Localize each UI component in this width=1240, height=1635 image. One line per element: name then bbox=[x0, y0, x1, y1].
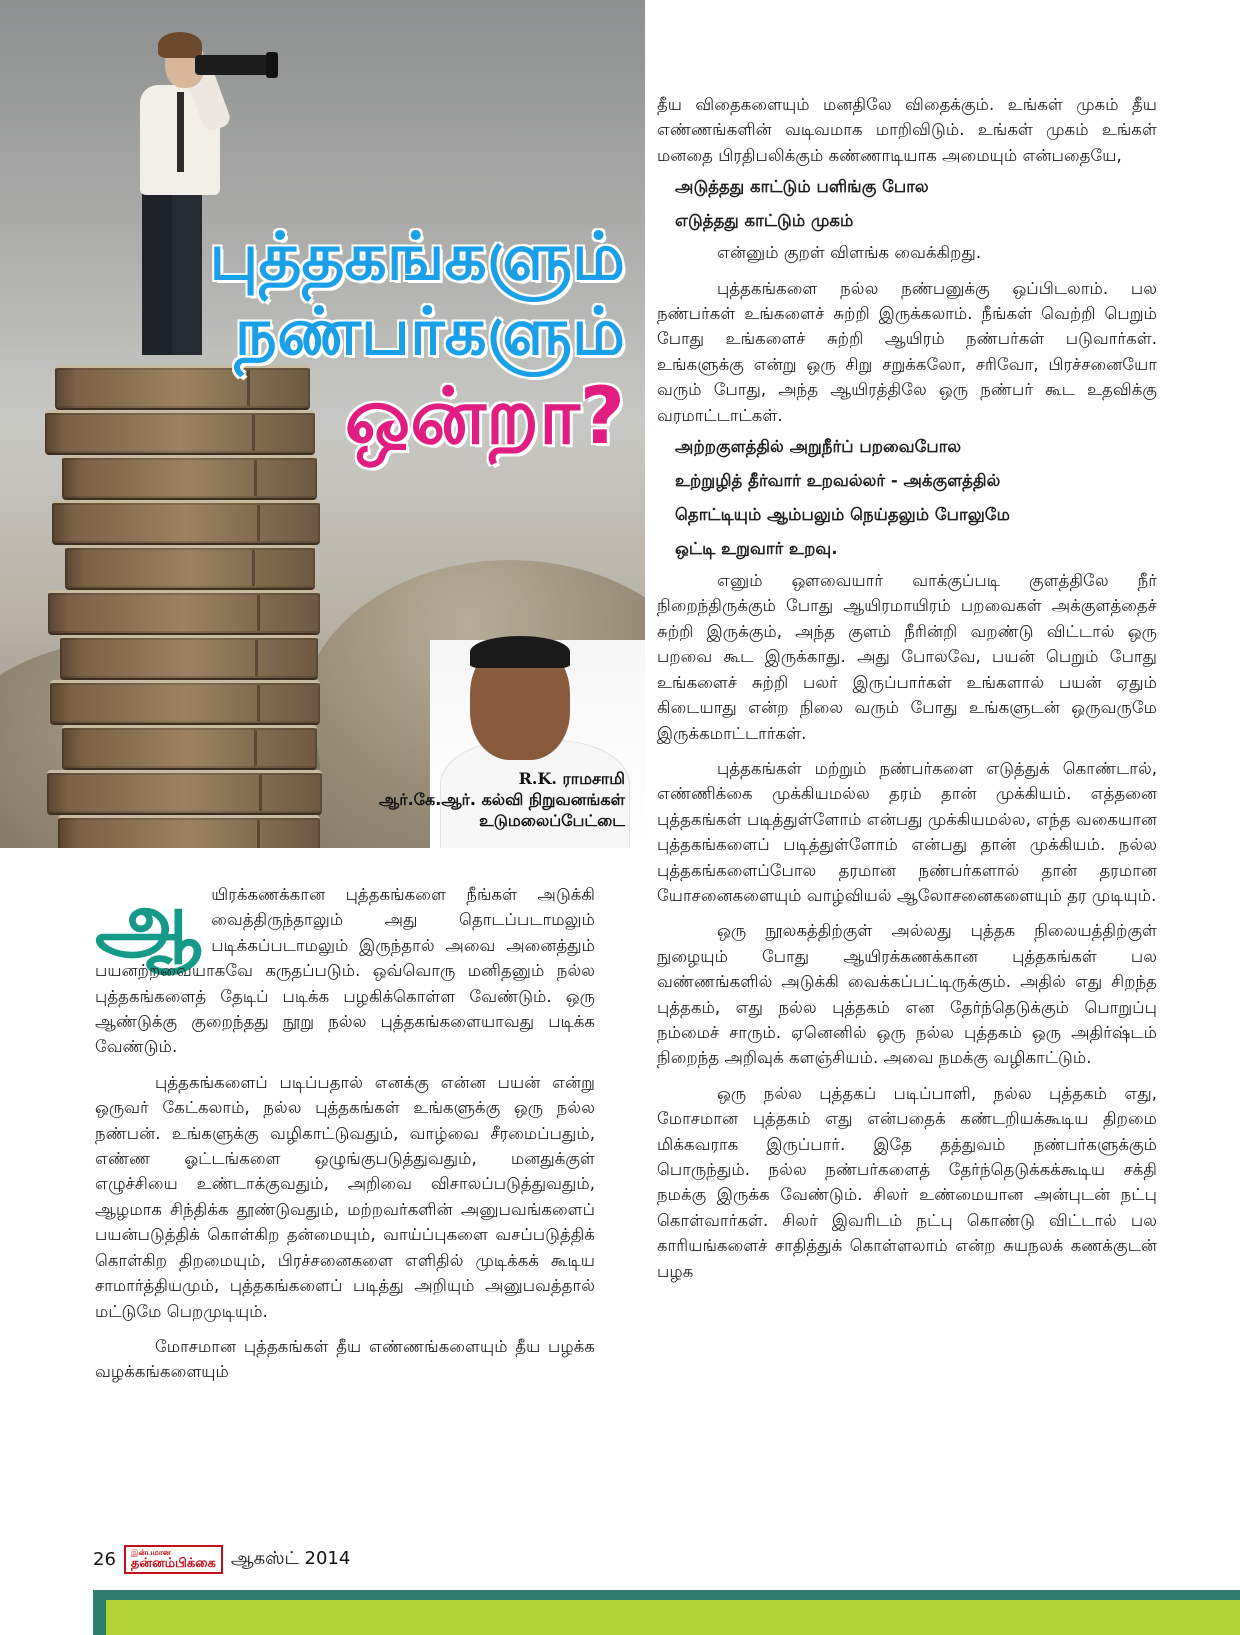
kural-line: எடுத்தது காட்டும் முகம் bbox=[675, 211, 854, 231]
issue-date: ஆகஸ்ட் 2014 bbox=[230, 1548, 351, 1569]
right-column bbox=[657, 92, 1157, 1284]
paragraph: ஒரு நல்ல புத்தகப் படிப்பாளி, நல்ல புத்தகம் எது, மோசமான புத்தகம் எது என்பதைக் கண்டறியக்கூடிய திறமை மிக்கவராக இருப்பார். இதே தத்துவம் நண்பர்களுக்கும் பொருந்தும். நல்ல நண்பர்களைத் தேர்ந்தெடுக்கக்கூடிய சக்தி நமக்கு இருக்க வேண்டும். சிலர் உண்மையான அன்புடன் நட்பு கொள்வார்கள். சிலர் இவரிடம் நட்பு கொண்டு விட்டால் பல காரியங்களைச் சாதித்துக் கொள்ளலாம் என்ற சுயநலக் கணக்குடன் பழக bbox=[657, 1083, 1157, 1281]
footer-bar bbox=[93, 1590, 1240, 1600]
kural-line: அடுத்தது காட்டும் பளிங்கு போல bbox=[675, 177, 929, 197]
magazine-logo bbox=[124, 1545, 223, 1574]
magazine-logo-text: தன்னம்பிக்கை bbox=[130, 1556, 216, 1571]
author-name-tamil: ராமசாமி bbox=[562, 769, 625, 788]
paragraph: புத்தகங்களைப் படிப்பதால் எனக்கு என்ன பயன் என்று ஒருவர் கேட்கலாம், நல்ல புத்தகங்கள் உங்களுக்கு ஒரு நல்ல நண்பன். உங்களுக்கு வழிகாட்டுவதும், வாழ்வை சீரமைப்பதும், எண்ண ஓட்டங்களை ஒழுங்குபடுத்துவதும், மனதுக்குள் எழுச்சியை உண்டாக்குவதும், அறிவை விசாலப்படுத்துவதும், ஆழமாக சிந்திக்க தூண்டுவதும், மற்றவர்களின் அனுபவங்களைப் பயன்படுத்திக் கொள்கிற தன்மையும், வாய்ப்புகளை வசப்படுத்திக் கொள்கிற திறமையும், பிரச்சனைகளை எளிதில் முடிக்கக் கூடிய சாமார்த்தியமும், புத்தகங்களைப் படித்து அறியும் அனுபவத்தால் மட்டுமே பெறமுடியும். bbox=[95, 1072, 595, 1321]
kural-line: உற்றுழித் தீர்வார் உறவல்லர் - அக்குளத்தில் bbox=[675, 471, 1001, 491]
paragraph-text: யிரக்கணக்கான புத்தகங்களை நீங்கள் அடுக்கி வைத்திருந்தாலும் அது தொடப்படாமலும் படிக்கப்படாமலும் இருந்தால் அவை அனைத்தும் பயனற்றவையாகவே கருதப்படும். ஒவ்வொரு மனிதனும் நல்ல புத்தகங்களைத் தேடிப் படிக்க பழகிக்கொள்ள வேண்டும். ஒரு ஆண்டுக்கு குறைந்தது நூறு நல்ல புத்தகங்களையாவது படிக்க வேண்டும். bbox=[95, 885, 595, 1057]
kural-line: ஒட்டி உறுவார் உறவு. bbox=[675, 539, 838, 559]
left-column bbox=[95, 872, 595, 1385]
telescope-icon bbox=[195, 55, 270, 75]
title-line-2: நண்பர்களும் bbox=[234, 293, 625, 371]
hero-image bbox=[0, 0, 645, 848]
author-organization: ஆர்.கே.ஆர். கல்வி நிறுவனங்கள் bbox=[378, 790, 625, 809]
kural-line: அற்றகுளத்தில் அறுநீர்ப் பறவைபோல bbox=[675, 437, 962, 457]
author-name-latin: R.K. bbox=[518, 769, 557, 788]
footer-bar bbox=[106, 1600, 1240, 1635]
paragraph: புத்தகங்கள் மற்றும் நண்பர்களை எடுத்துக் கொண்டால், எண்ணிக்கை முக்கியமல்ல தரம் தான் முக்கியம். எத்தனை புத்தகங்கள் படித்துள்ளோம் என்பது முக்கியமல்ல, எந்த வகையான புத்தகங்களைப் படித்துள்ளோம் என்பது தான் முக்கியம். நல்ல புத்தகங்களைப்போல தரமான நண்பர்களால் தான் தரமான யோசனைகளையும் வாழ்வியல் ஆலோசனைகளையும் தர முடியும். bbox=[657, 758, 1157, 905]
drop-cap: ஆ bbox=[95, 872, 202, 970]
author-byline bbox=[379, 768, 625, 831]
kural-line: தொட்டியும் ஆம்பலும் நெய்தலும் போலுமே bbox=[675, 505, 1010, 525]
paragraph: என்னும் குறள் விளங்க வைக்கிறது. bbox=[717, 243, 982, 263]
paragraph: தீய விதைகளையும் மனதிலே விதைக்கும். உங்கள் முகம் தீய எண்ணங்களின் வடிவமாக மாறிவிடும். உங்கள் முகம் உங்கள் மனதை பிரதிபலிக்கும் கண்ணாடியாக அமையும் என்பதையே, bbox=[657, 95, 1157, 165]
title-line-1: புத்தகங்களும் bbox=[209, 218, 625, 295]
article-title bbox=[209, 218, 625, 462]
author-place: உடுமலைப்பேட்டை bbox=[479, 811, 625, 830]
paragraph bbox=[95, 872, 595, 1060]
paragraph: புத்தகங்களை நல்ல நண்பனுக்கு ஒப்பிடலாம். பல நண்பர்கள் உங்களைச் சுற்றி இருக்கலாம். நீங்கள் வெற்றி பெறும் போது உங்களைச் சுற்றி ஆயிரம் நண்பர்கள் படுவார்கள். உங்களுக்கு என்று ஒரு சிறு சறுக்கலோ, சரிவோ, பிரச்சனையோ வரும் போது, அந்த ஆயிரத்திலே ஒரு நண்பர் கூட உதவிக்கு வரமாட்டாட்கள். bbox=[657, 278, 1157, 425]
title-line-3: ஒன்றா? bbox=[344, 371, 625, 462]
page-number: 26 bbox=[93, 1549, 116, 1570]
footer-bar bbox=[93, 1600, 106, 1635]
magazine-logo-small: இன்பமான bbox=[130, 1548, 171, 1557]
page-footer bbox=[93, 1545, 350, 1574]
paragraph: எனும் ஔவையார் வாக்குப்படி குளத்திலே நீர் நிறைந்திருக்கும் போது ஆயிரமாயிரம் பறவைகள் அக்குளத்தைச் சுற்றி இருக்கும், அந்த குளம் நீரின்றி வறண்டு விட்டால் ஒரு பறவை கூட இருக்காது. அது போலவே, பயன் பெறும் போது உங்களைச் சுற்றி பலர் இருப்பார்கள் உங்களால் பயன் ஏதும் கிடையாது என்ற நிலை வரும் போது உங்களுடன் ஒருவருமே இருக்கமாட்டார்கள். bbox=[657, 571, 1157, 743]
paragraph: மோசமான புத்தகங்கள் தீய எண்ணங்களையும் தீய பழக்க வழக்கங்களையும் bbox=[95, 1336, 595, 1382]
paragraph: ஒரு நூலகத்திற்குள் அல்லது புத்தக நிலையத்திற்குள் நுழையும் போது ஆயிரக்கணக்கான புத்தகங்கள் பல வண்ணங்களில் அடுக்கி வைக்கப்பட்டிருக்கும். அதில் எது சிறந்த புத்தகம், எது நல்ல புத்தகம் என தேர்ந்தெடுக்கும் பொறுப்பு நம்மைச் சாரும். ஏனெனில் ஒரு நல்ல புத்தகம் ஒரு அதிர்ஷ்டம் நிறைந்த அறிவுக் களஞ்சியம். அவை நமக்கு வழிகாட்டும். bbox=[657, 921, 1157, 1068]
